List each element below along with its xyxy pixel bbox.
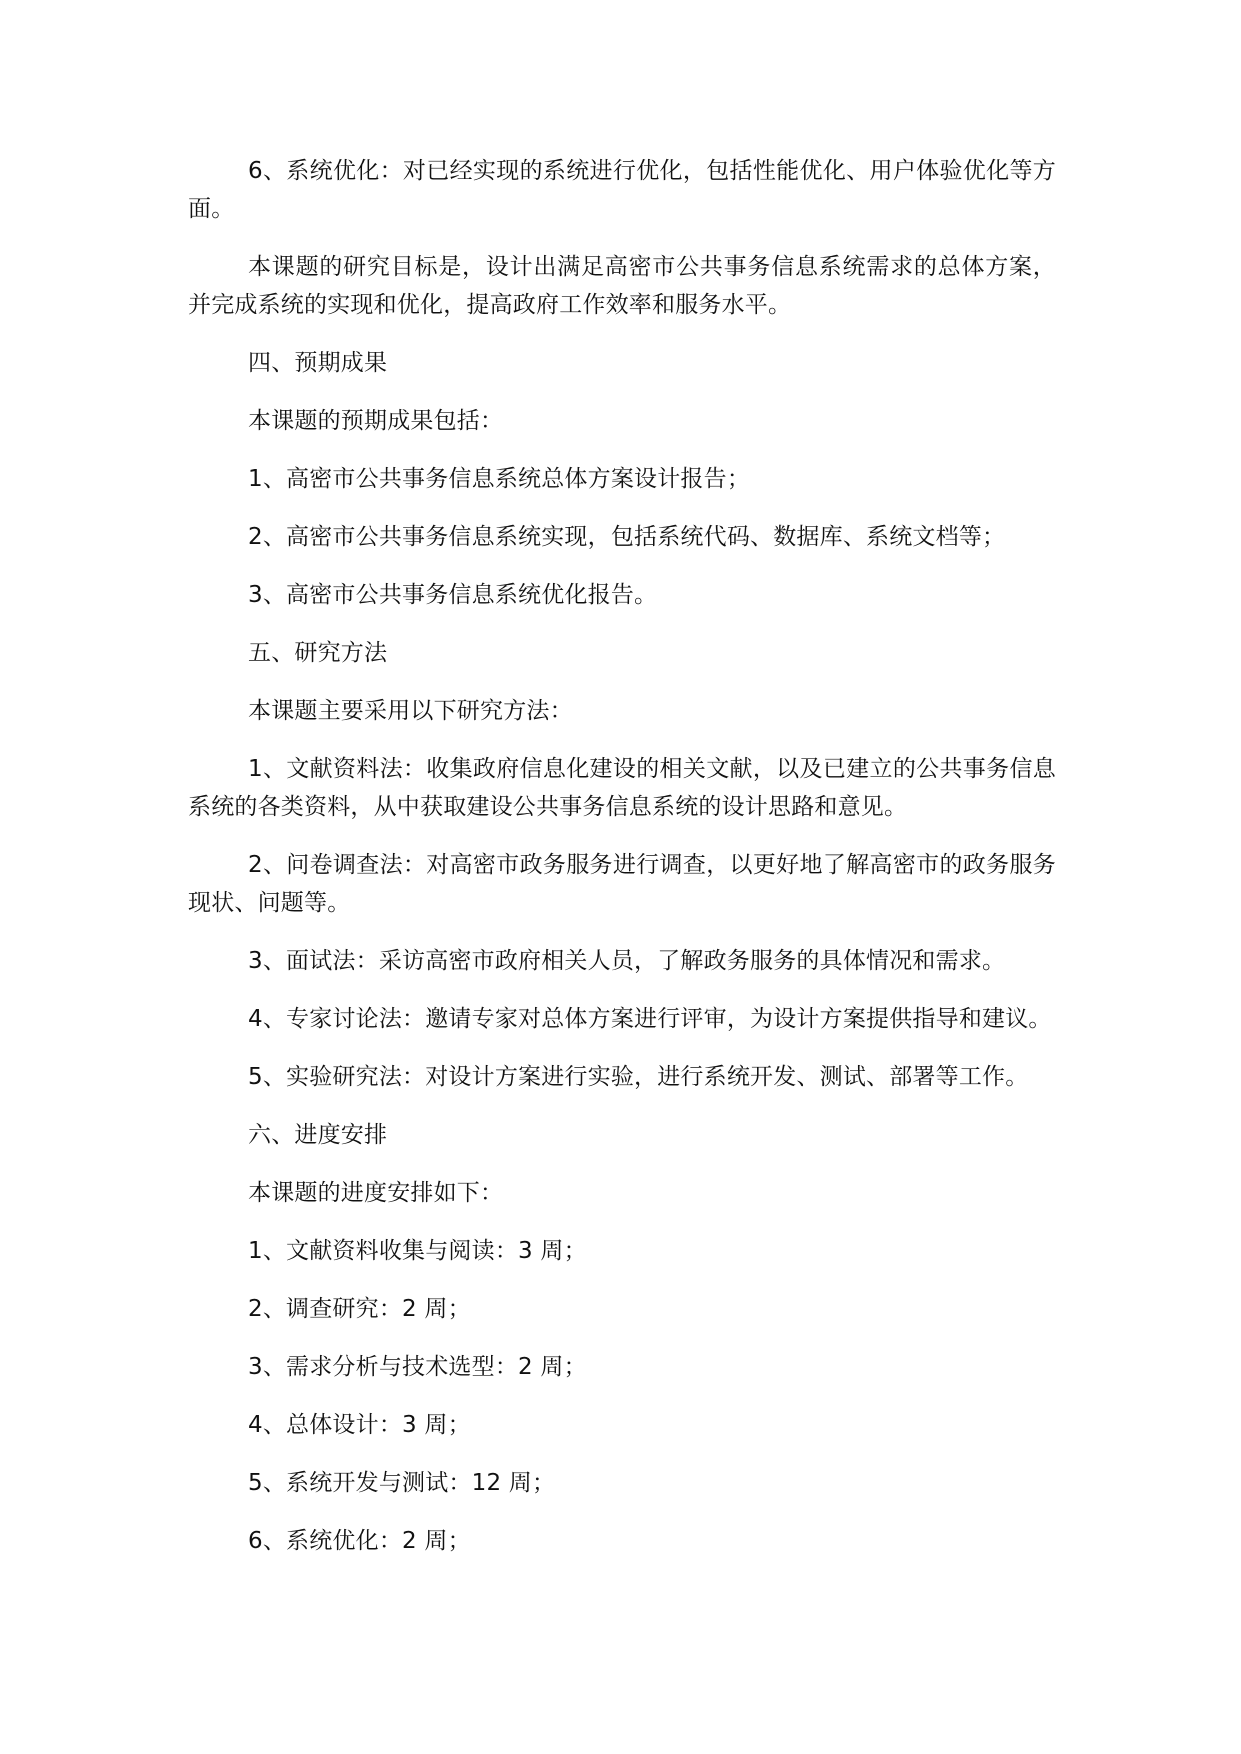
heading-schedule: 六、进度安排: [248, 1122, 388, 1148]
heading-research-methods: 五、研究方法: [248, 640, 388, 666]
list-item-result-3: 3、高密市公共事务信息系统优化报告。: [248, 582, 658, 608]
list-item-result-1: 1、高密市公共事务信息系统总体方案设计报告；: [248, 466, 751, 492]
paragraph-research-goal: 本课题的研究目标是，设计出满足高密市公共事务信息系统需求的总体方案，并完成系统的实现和优化，提高政府工作效率和服务水平。: [188, 254, 1056, 318]
paragraph-expected-results-intro: 本课题的预期成果包括：: [248, 408, 504, 434]
list-item-schedule-3: 3、需求分析与技术选型：2 周；: [248, 1354, 587, 1380]
list-item-method-3: 3、面试法：采访高密市政府相关人员，了解政务服务的具体情况和需求。: [248, 948, 1006, 974]
list-item-method-1: 1、文献资料法：收集政府信息化建设的相关文献，以及已建立的公共事务信息系统的各类资料，从中获取建设公共事务信息系统的设计思路和意见。: [188, 756, 1056, 820]
list-item-schedule-4: 4、总体设计：3 周；: [248, 1412, 471, 1438]
list-item-schedule-6: 6、系统优化：2 周；: [248, 1528, 471, 1554]
list-item-schedule-2: 2、调查研究：2 周；: [248, 1296, 471, 1322]
list-item-schedule-1: 1、文献资料收集与阅读：3 周；: [248, 1238, 587, 1264]
paragraph-research-methods-intro: 本课题主要采用以下研究方法：: [248, 698, 573, 724]
list-item-schedule-5: 5、系统开发与测试：12 周；: [248, 1470, 556, 1496]
paragraph-system-optimization: 6、系统优化：对已经实现的系统进行优化，包括性能优化、用户体验优化等方面。: [188, 158, 1056, 222]
heading-expected-results: 四、预期成果: [248, 350, 388, 376]
document-page: [188, 152, 1056, 1580]
list-item-method-5: 5、实验研究法：对设计方案进行实验，进行系统开发、测试、部署等工作。: [248, 1064, 1029, 1090]
paragraph-schedule-intro: 本课题的进度安排如下：: [248, 1180, 504, 1206]
list-item-method-2: 2、问卷调查法：对高密市政务服务进行调查，以更好地了解高密市的政务服务现状、问题等。: [188, 852, 1056, 916]
list-item-method-4: 4、专家讨论法：邀请专家对总体方案进行评审，为设计方案提供指导和建议。: [248, 1006, 1052, 1032]
list-item-result-2: 2、高密市公共事务信息系统实现，包括系统代码、数据库、系统文档等；: [248, 524, 1006, 550]
